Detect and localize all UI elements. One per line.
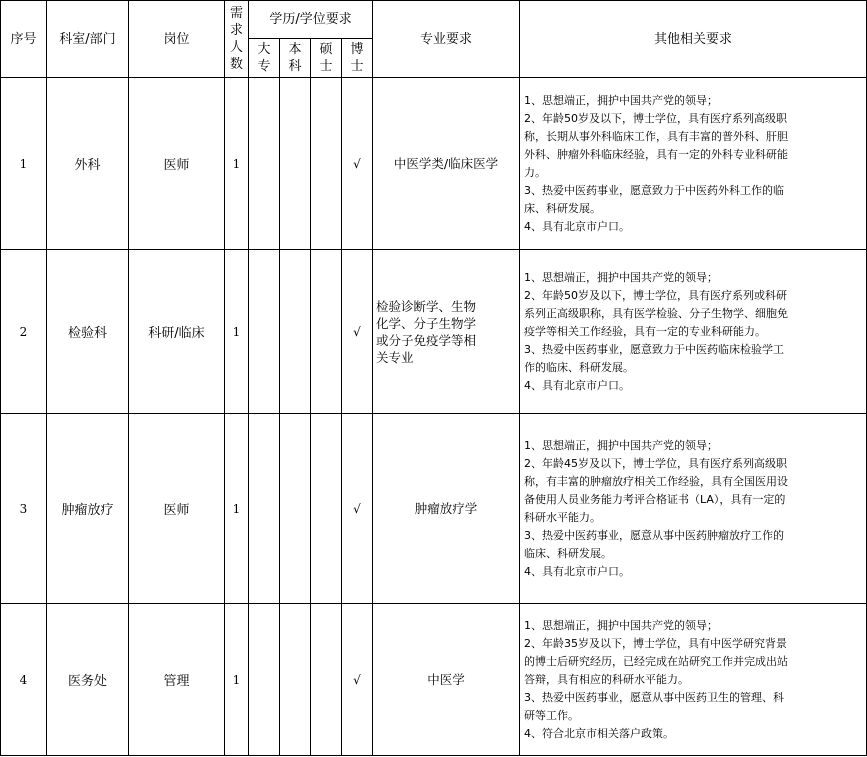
row-dept: 医务处 xyxy=(47,604,129,756)
row-post: 医师 xyxy=(129,414,225,604)
row-post: 医师 xyxy=(129,78,225,250)
row-count: 1 xyxy=(225,250,249,414)
row-major: 中医学类/临床医学 xyxy=(373,78,520,250)
header-other: 其他相关要求 xyxy=(520,1,867,78)
header-edu-college xyxy=(249,39,280,78)
row-seq: 3 xyxy=(1,414,47,604)
header-count-char: 人 xyxy=(229,40,243,55)
requirement-line: 1、思想端正，拥护中国共产党的领导； xyxy=(524,270,719,284)
table-row xyxy=(1,414,867,604)
header-edu-phd xyxy=(342,39,373,78)
requirement-line: 力。 xyxy=(524,165,547,179)
major-line: 化学、分子生物学 xyxy=(376,315,477,331)
header-count xyxy=(225,1,249,78)
requirement-line: 疫学等相关工作经验，具有一定的专业科研能力。 xyxy=(524,324,767,338)
row-edu-college xyxy=(249,78,280,250)
requirement-line: 3、热爱中医药事业，愿意从事中医药肿瘤放疗工作的 xyxy=(524,528,785,542)
requirement-line: 外科、肿瘤外科临床经验，具有一定的外科专业科研能 xyxy=(524,147,789,161)
requirement-line: 3、热爱中医药事业，愿意致力于中医药外科工作的临 xyxy=(524,183,785,197)
row-edu-phd: √ xyxy=(342,78,373,250)
requirement-line: 系列正高级职称，具有医学检验、分子生物学、细胞免 xyxy=(524,306,789,320)
header-edu-char: 专 xyxy=(257,59,271,74)
row-edu-bachelor xyxy=(280,78,311,250)
row-edu-master xyxy=(311,414,342,604)
requirement-line: 研等工作。 xyxy=(524,708,580,722)
header-edu-group: 学历/学位要求 xyxy=(249,1,373,39)
requirement-line: 4、具有北京市户口。 xyxy=(524,378,631,392)
row-edu-bachelor xyxy=(280,250,311,414)
requirement-line: 科研水平能力。 xyxy=(524,510,602,524)
row-edu-master xyxy=(311,250,342,414)
header-dept: 科室/部门 xyxy=(47,1,129,78)
row-seq: 4 xyxy=(1,604,47,756)
header-edu-char: 本 xyxy=(288,42,302,57)
row-requirements xyxy=(520,604,867,756)
table-row xyxy=(1,250,867,414)
header-edu-master xyxy=(311,39,342,78)
row-major: 中医学 xyxy=(373,604,520,756)
row-count: 1 xyxy=(225,604,249,756)
table-row xyxy=(1,604,867,756)
requirement-line: 2、年龄35岁及以下，博士学位，具有中医学研究背景 xyxy=(524,636,788,650)
requirement-line: 4、具有北京市户口。 xyxy=(524,219,631,233)
header-edu-char: 科 xyxy=(288,59,302,74)
requirement-line: 1、思想端正，拥护中国共产党的领导； xyxy=(524,618,719,632)
requirement-line: 2、年龄45岁及以下，博士学位，具有医疗系列高级职 xyxy=(524,456,788,470)
row-edu-phd: √ xyxy=(342,604,373,756)
row-edu-bachelor xyxy=(280,414,311,604)
row-requirements xyxy=(520,414,867,604)
row-requirements xyxy=(520,250,867,414)
requirement-line: 备使用人员业务能力考评合格证书（LA），具有一定的 xyxy=(524,492,786,506)
row-edu-phd: √ xyxy=(342,250,373,414)
row-edu-bachelor xyxy=(280,604,311,756)
requirement-line: 作的临床、科研发展。 xyxy=(524,360,635,374)
requirement-line: 称，长期从事外科临床工作，具有丰富的普外科、肝胆 xyxy=(524,129,789,143)
header-count-char: 数 xyxy=(229,57,243,72)
major-line: 关专业 xyxy=(376,349,414,365)
requirement-line: 1、思想端正，拥护中国共产党的领导； xyxy=(524,93,719,107)
header-row-top xyxy=(1,1,867,39)
row-major xyxy=(373,250,520,414)
requirement-line: 临床、科研发展。 xyxy=(524,546,613,560)
header-edu-char: 博 xyxy=(350,42,364,57)
requirement-line: 的博士后研究经历，已经完成在站研究工作并完成出站 xyxy=(524,654,789,668)
requirement-line: 称，有丰富的肿瘤放疗相关工作经验，具有全国医用设 xyxy=(524,474,789,488)
row-edu-master xyxy=(311,78,342,250)
header-edu-bachelor xyxy=(280,39,311,78)
table-row xyxy=(1,78,867,250)
row-count: 1 xyxy=(225,78,249,250)
row-edu-college xyxy=(249,250,280,414)
header-seq: 序号 xyxy=(1,1,47,78)
header-edu-char: 硕 xyxy=(319,42,333,57)
header-count-char: 需 xyxy=(229,6,243,21)
row-seq: 2 xyxy=(1,250,47,414)
row-edu-college xyxy=(249,414,280,604)
requirement-line: 4、符合北京市相关落户政策。 xyxy=(524,726,675,740)
row-post: 科研/临床 xyxy=(129,250,225,414)
row-edu-phd: √ xyxy=(342,414,373,604)
header-post: 岗位 xyxy=(129,1,225,78)
header-edu-char: 士 xyxy=(319,59,333,74)
row-edu-master xyxy=(311,604,342,756)
requirement-line: 3、热爱中医药事业，愿意致力于中医药临床检验学工 xyxy=(524,342,785,356)
row-count: 1 xyxy=(225,414,249,604)
requirement-line: 1、思想端正，拥护中国共产党的领导； xyxy=(524,438,719,452)
row-dept: 检验科 xyxy=(47,250,129,414)
requirement-line: 床、科研发展。 xyxy=(524,201,602,215)
row-major: 肿瘤放疗学 xyxy=(373,414,520,604)
major-line: 或分子免疫学等相 xyxy=(376,332,477,348)
row-dept: 外科 xyxy=(47,78,129,250)
requirement-line: 4、具有北京市户口。 xyxy=(524,564,631,578)
header-count-char: 求 xyxy=(229,23,243,38)
requirement-line: 2、年龄50岁及以下，博士学位，具有医疗系列高级职 xyxy=(524,111,788,125)
major-line: 检验诊断学、生物 xyxy=(376,298,477,314)
row-requirements xyxy=(520,78,867,250)
row-edu-college xyxy=(249,604,280,756)
row-post: 管理 xyxy=(129,604,225,756)
requirement-line: 3、热爱中医药事业，愿意从事中医药卫生的管理、科 xyxy=(524,690,785,704)
header-edu-char: 士 xyxy=(350,59,364,74)
header-major: 专业要求 xyxy=(373,1,520,78)
requirement-line: 答辩，具有相应的科研水平能力。 xyxy=(524,672,690,686)
row-seq: 1 xyxy=(1,78,47,250)
requirement-line: 2、年龄50岁及以下，博士学位，具有医疗系列或科研 xyxy=(524,288,788,302)
row-dept: 肿瘤放疗 xyxy=(47,414,129,604)
header-edu-char: 大 xyxy=(257,42,271,57)
